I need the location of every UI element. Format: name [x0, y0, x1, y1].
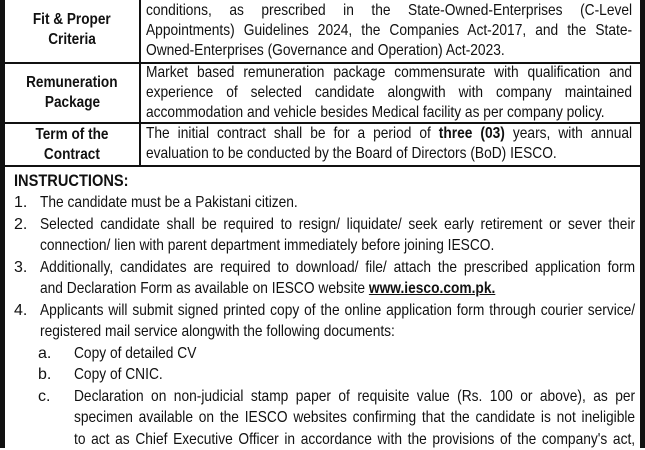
content-line: The initial contract shall be for a period of three (03) years, with annual: [146, 124, 632, 144]
content-line: Owned-Enterprises (Governance and Operation) Act-2023.: [146, 41, 632, 61]
item-line: to act as Chief Executive Officer in accordance with the provisions of the company's act,: [74, 429, 635, 450]
item-line: registered mail service alongwith the following documents:: [40, 321, 635, 343]
item-number: 3.: [14, 257, 38, 279]
contract-term-emphasis: three (03): [439, 125, 505, 142]
instruction-item: [14, 257, 635, 300]
item-line: Applicants will submit signed printed copy of the online application form through courier service/: [40, 300, 635, 322]
row-term-of-contract: [5, 124, 640, 167]
content-line: evaluation to be conducted by the Board of Directors (BoD) IESCO.: [146, 144, 632, 164]
row-remuneration-package: [5, 64, 640, 124]
item-letter: a.: [38, 343, 62, 365]
content-line: Appointments) Guidelines 2024, the Companies Act-2017, and the State-: [146, 21, 632, 41]
row-label: [5, 0, 141, 62]
row-content: [146, 1, 632, 61]
label-line: Fit & Proper: [33, 10, 111, 30]
content-line: experience of selected candidate alongwith with company maintained: [146, 83, 632, 103]
item-line: specimen available on the IESCO websites confirming that the candidate is not ineligible: [74, 407, 635, 429]
row-content: [146, 124, 632, 164]
label-line: Remuneration: [26, 73, 117, 93]
instruction-item: [14, 214, 635, 257]
item-number: 4.: [14, 300, 38, 322]
row-content: [146, 63, 632, 123]
row-fit-proper-criteria: [5, 0, 640, 64]
label-line: Contract: [44, 145, 100, 165]
item-line: The candidate must be a Pakistani citizen.: [40, 192, 635, 214]
item-number: 1.: [14, 192, 38, 214]
item-number: 2.: [14, 214, 38, 236]
item-line: Copy of detailed CV: [74, 343, 635, 365]
label-line: Criteria: [48, 30, 96, 50]
document-item: [14, 364, 635, 386]
row-label: [5, 64, 141, 122]
item-letter: b.: [38, 364, 62, 386]
instructions-heading: INSTRUCTIONS:: [14, 170, 635, 192]
instruction-item: [14, 300, 635, 343]
content-line: accommodation and vehicle besides Medical facility as per company policy.: [146, 103, 632, 123]
item-line: Additionally, candidates are required to download/ file/ attach the prescribed application form: [40, 257, 635, 279]
document-item: [14, 386, 635, 450]
item-line: Declaration on non-judicial stamp paper of requisite value (Rs. 100 or above), as per: [74, 386, 635, 408]
content-line: Market based remuneration package commensurate with qualification and: [146, 63, 632, 83]
label-line: Term of the: [35, 125, 108, 145]
item-line: Copy of CNIC.: [74, 364, 635, 386]
item-line: and Declaration Form as available on IESCO website www.iesco.com.pk.: [40, 278, 635, 300]
item-letter: c.: [38, 386, 62, 408]
item-line: Selected candidate shall be required to resign/ liquidate/ seek early retirement or sever their: [40, 214, 635, 236]
instruction-item: [14, 192, 635, 214]
document-item: [14, 343, 635, 365]
instructions-section: [14, 170, 635, 450]
item-line: connection/ lien with parent department immediately before joining IESCO.: [40, 235, 635, 257]
iesco-website-link[interactable]: www.iesco.com.pk.: [369, 280, 495, 297]
content-line: conditions, as prescribed in the State-Owned-Enterprises (C-Level: [146, 1, 632, 21]
label-line: Package: [44, 93, 99, 113]
row-label: [5, 124, 141, 165]
